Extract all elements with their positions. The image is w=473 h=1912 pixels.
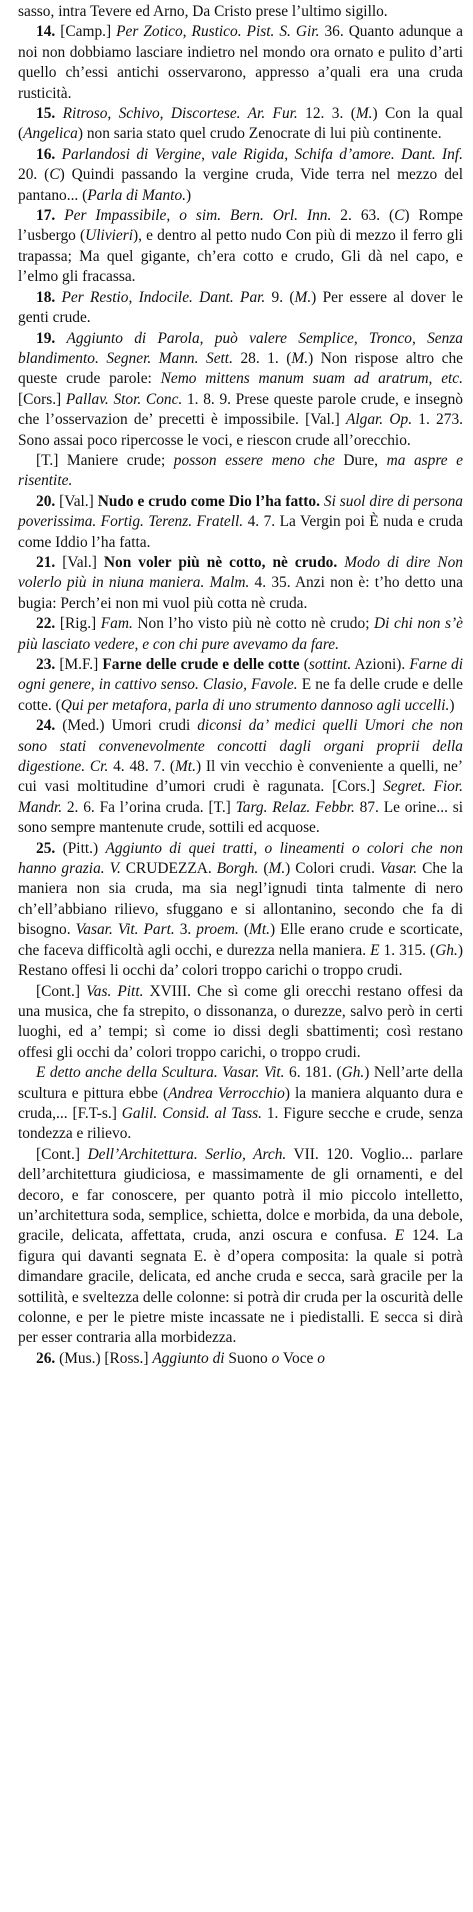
- entry-text: [Cors.]: [18, 390, 66, 408]
- entry-text: Mt.: [174, 758, 196, 776]
- dictionary-entry: [18, 2, 463, 22]
- entry-number: 19.: [36, 329, 56, 347]
- entry-text: Aggiunto di: [152, 1349, 225, 1367]
- dictionary-entry: [18, 982, 463, 1064]
- entry-text: Qui per metafora, parla di uno strumento dannoso agli uccelli.: [60, 696, 450, 714]
- entry-number: 23.: [36, 656, 56, 673]
- entry-text: ) Quindi passando la vergine cruda, Vide terra nel mezzo del pantano... (: [18, 166, 463, 204]
- entry-text: Ritroso, Schivo, Discortese. Ar. Fur.: [62, 105, 298, 123]
- entry-number: 22.: [36, 615, 56, 633]
- entry-text: [55, 330, 66, 347]
- entry-text: (: [238, 921, 250, 939]
- entry-text: CRUDEZZA.: [120, 860, 217, 878]
- entry-text: Suono: [224, 1349, 272, 1367]
- entry-text: ) Con la qual (: [18, 105, 464, 143]
- entry-text: 4. 35. Anzi non è: t’ho detto una bugia: Perch’ei non mi vuol più cotta nè cruda.: [18, 574, 463, 612]
- dictionary-entry: [18, 329, 463, 451]
- dictionary-entry: [18, 145, 463, 206]
- entry-text: [55, 207, 64, 224]
- entry-text: M.: [294, 288, 312, 306]
- entry-text: ma aspre e risentite.: [18, 451, 463, 490]
- dictionary-entry: [18, 1063, 463, 1145]
- entry-text: 2. 63. (: [331, 207, 395, 225]
- entry-text: 3.: [174, 921, 197, 939]
- entry-text: Per Zotico, Rustico. Pist. S. Gir.: [116, 23, 320, 41]
- entry-text: [Val.]: [55, 492, 98, 510]
- entry-number: 26.: [36, 1349, 56, 1367]
- entry-text: diconsi da’ medici quelli Umori che non sono stati convenevolmente concotti dagli organi proprii della digestione. Cr.: [18, 717, 463, 776]
- entry-text: 4. 7. La Vergin poi È nuda e cruda come Iddio l’ha fatta.: [18, 513, 463, 551]
- entry-text: Nemo mittens manum suam ad aratrum, etc.: [160, 370, 463, 388]
- entry-text: 124. La figura qui davanti segnata E. è d’opera composita: la quale si potrà dimandare gracile, delicata, ed anche cruda e secca, sarà gracile per la sottilità, e sveltezza delle colonne: si potrà dir cruda per la oscurità delle colonne, e per le pietre miste incassate ne i piedistalli. E secca si dirà per esser contraria alla morbidezza.: [18, 1227, 463, 1347]
- entry-text: ) Il vin vecchio è conveniente a quelli, ne’ cui vasi moltitudine d’umori crudi è ragunata. [Cors.]: [18, 758, 463, 796]
- entry-text: posson essere meno che: [173, 451, 335, 469]
- entry-text: 6. 181. (: [284, 1064, 342, 1082]
- entry-text: Per Impassibile, o sim. Bern. Orl. Inn.: [64, 207, 332, 225]
- entry-number: 18.: [36, 288, 56, 306]
- entry-text: E: [394, 1227, 405, 1245]
- entry-text: Dure,: [334, 451, 387, 469]
- entry-text: M.: [268, 860, 286, 878]
- entry-number: 21.: [36, 553, 56, 571]
- entry-text: ): [186, 186, 192, 204]
- entry-number: 25.: [36, 839, 56, 857]
- entry-text: C: [394, 207, 405, 225]
- entry-text: Targ. Relaz. Febbr.: [235, 798, 355, 816]
- entry-text: ) Elle erano crude e scorticate, che faceva difficoltà agli occhi, e durezza nella maniera.: [18, 921, 463, 959]
- entry-text: Azioni).: [351, 656, 410, 673]
- entry-text: 1. 273. Sono assai poco ripercosse le voci, e riescon crude all’orecchio.: [18, 411, 463, 449]
- entry-text: 9. (: [265, 288, 295, 306]
- entry-text: (Mus.) [Ross.]: [55, 1349, 153, 1367]
- dictionary-entry: [18, 839, 463, 982]
- entry-text: 1. 8. 9. Prese queste parole crude, e insegnò che l’osservazion de’ precetti è impossibile. [Val.]: [18, 390, 463, 429]
- dictionary-entry: [18, 655, 463, 716]
- entry-text: Aggiunto di quei tratti, o lineamenti o colori che non hanno grazia. V.: [18, 839, 463, 878]
- entry-text: (: [258, 860, 269, 878]
- entry-text: o: [271, 1349, 280, 1367]
- entry-text: Voce: [279, 1349, 318, 1367]
- entry-text: ) non saria stato quel crudo Zenocrate di lui più continente.: [77, 125, 442, 143]
- entry-text: Parlandosi di Vergine, vale Rigida, Schifa d’amore. Dant. Inf.: [61, 145, 463, 163]
- entry-text: C: [49, 166, 60, 184]
- entry-text: Non l’ho visto più nè cotto nè crudo;: [132, 615, 375, 633]
- entry-text: ) Nell’arte della scultura e pittura ebbe (: [18, 1064, 464, 1102]
- dictionary-entry: [18, 614, 463, 655]
- entry-text: Ulivieri: [85, 227, 134, 245]
- entry-text: Nudo e crudo come Dio l’ha fatto.: [97, 492, 320, 510]
- entry-text: Aggiunto di Parola, può valere Semplice, Tronco, Senza blandimento. Segner. Mann. Sett.: [18, 329, 463, 367]
- dictionary-entry: [18, 451, 463, 492]
- entry-text: 4. 48. 7. (: [108, 758, 175, 776]
- dictionary-entry: [18, 492, 463, 553]
- entry-text: Modo di dire Non volerlo più in niuna maniera. Malm.: [18, 553, 463, 592]
- entry-text: Fam.: [100, 615, 133, 633]
- entry-text: E: [370, 941, 380, 959]
- entry-text: ) Rompe l’usbergo (: [18, 207, 463, 245]
- entry-text: Pallav. Stor. Conc.: [65, 390, 183, 408]
- entry-text: 12. 3. (: [297, 105, 356, 123]
- dictionary-entry: [18, 1349, 463, 1369]
- entry-text: ) Colori crudi.: [285, 860, 380, 878]
- entry-text: Che la maniera non sia cruda, ma sia negl’ignudi tinta talmente di nero ch’ell’abbiano rilievo, sfuggano e si allontanino, secondo che fa di bisogno.: [18, 860, 463, 939]
- entry-text: E detto anche della Scultura. Vasar. Vit.: [36, 1064, 285, 1082]
- entry-text: Non voler più nè cotto, nè crudo.: [103, 553, 338, 571]
- entry-text: 2. 6. Fa l’orina cruda. [T.]: [62, 798, 236, 816]
- entry-text: (Pitt.): [55, 839, 106, 857]
- entry-text: [M.F.]: [55, 656, 103, 673]
- entry-number: 24.: [36, 717, 56, 735]
- entry-text: ), e dentro al petto nudo Con più di mezzo il ferro gli trapassa; Ma quel gigante, ch’era cotto e crudo, Gli dà nel capo, e l’elmo gli fracassa.: [18, 227, 463, 286]
- dictionary-entry: [18, 104, 463, 145]
- entry-text: Segret. Fior. Mandr.: [18, 778, 463, 816]
- entry-text: M.: [291, 349, 309, 367]
- entry-text: ) Non rispose altro che queste crude parole:: [18, 349, 463, 388]
- entry-number: 16.: [36, 145, 56, 163]
- entry-number: 14.: [36, 23, 56, 41]
- entry-text: [Cont.]: [36, 982, 87, 1000]
- entry-text: 28. 1. (: [232, 349, 292, 367]
- entry-text: Algar. Op.: [345, 411, 413, 429]
- entry-text: E ne fa delle crude e delle cotte. (: [18, 676, 463, 714]
- entry-text: Mt.: [249, 921, 270, 939]
- dictionary-entry: [18, 288, 463, 329]
- dictionary-entry: [18, 206, 463, 288]
- entry-text: sottint.: [308, 656, 352, 673]
- entry-text: XVIII. Che sì come gli orecchi restano offesi da una musica, che fa strepito, o dissonanza, o durezze, salvo però in certi luoghi, ed a’ tempi; sì come io dissi degli sbattimenti; così restano offesi gli occhi da’ colori troppo carichi, o troppo crudi.: [18, 982, 464, 1061]
- entry-text: 36. Quanto adunque a noi non dobbiamo lasciare indietro nel mondo ora ornato e pulito d’arti quello ch’essi antichi osservarono, appresso a’quali era una cruda rusticità.: [18, 23, 463, 102]
- entry-number: 17.: [36, 207, 56, 225]
- dictionary-entry: [18, 1145, 463, 1349]
- entry-text: M.: [355, 105, 373, 123]
- dictionary-entry: [18, 553, 463, 614]
- entry-text: o: [317, 1349, 325, 1367]
- entry-number: 15.: [36, 105, 56, 123]
- entry-text: 20. (: [18, 166, 50, 184]
- entry-text: sasso, intra Tevere ed Arno, Da Cristo prese l’ultimo sigillo.: [18, 3, 388, 20]
- entry-text: [Val.]: [55, 553, 104, 571]
- entry-text: [Rig.]: [55, 615, 101, 633]
- entry-text: proem.: [196, 921, 239, 939]
- entry-text: [Cont.]: [36, 1145, 88, 1163]
- dictionary-entry: [18, 716, 463, 838]
- entry-text: Per Restio, Indocile. Dant. Par.: [61, 288, 266, 306]
- entry-text: (Med.) Umori crudi: [55, 717, 198, 735]
- entry-text: Gh.: [435, 941, 458, 959]
- entry-text: Farne delle crude e delle cotte: [102, 656, 300, 673]
- entry-text: ) Per essere al dover le genti crude.: [18, 288, 464, 327]
- entry-text: VII. 120. Voglio... parlare dell’architettura giudiciosa, e massimamente de gli ornamenti, e del decoro, e far conoscere, per quanto potrà il mio piccolo intelletto, un’architettura soda, semplice, schietta, dolce e morbida, da una debole, gracile, delicata, affettata, cruda, anzi oscura e confusa.: [18, 1145, 463, 1245]
- entry-text: Andrea Verrocchio: [168, 1084, 285, 1102]
- entry-text: ) Restano offesi li occhi da’ colori troppo carichi o troppo crudi.: [18, 941, 463, 980]
- entry-number: 20.: [36, 492, 56, 510]
- entry-text: Farne di ogni genere, in cattivo senso. Clasio, Favole.: [18, 656, 463, 694]
- entry-text: Parla di Manto.: [87, 186, 187, 204]
- entry-text: 87. Le orine... si sono sempre mantenute crude, sottili ed acquose.: [18, 798, 464, 837]
- entry-text: Vasar. Vit. Part.: [75, 921, 175, 939]
- dictionary-entry: [18, 22, 463, 104]
- entry-text: Vasar.: [379, 860, 418, 878]
- entry-text: (: [299, 656, 309, 673]
- entry-text: Angelica: [23, 125, 78, 143]
- entry-text: [55, 105, 62, 122]
- entry-text: Gh.: [341, 1064, 365, 1082]
- entry-text: Di chi non s’è più lasciato vedere, e con chi pure avevamo da fare.: [18, 615, 464, 653]
- entry-text: Si suol dire di persona poverissima. Fortig. Terenz. Fratell.: [18, 492, 463, 531]
- entry-text: Dell’Architettura. Serlio, Arch.: [87, 1145, 287, 1163]
- entry-text: [T.] Maniere crude;: [36, 451, 174, 469]
- entry-text: ) la maniera alquanto dura e cruda,... [F.T-s.]: [18, 1084, 464, 1122]
- entry-text: [Camp.]: [55, 23, 117, 41]
- entry-text: ): [449, 696, 455, 714]
- entry-text: Vas. Pitt.: [86, 982, 144, 1000]
- entry-text: 1. Figure secche e crude, senza tondezza e rilievo.: [18, 1104, 464, 1143]
- entry-text: 1. 315. (: [379, 941, 436, 959]
- entry-text: Galil. Consid. al Tass.: [121, 1104, 262, 1122]
- entry-text: Borgh.: [216, 860, 259, 878]
